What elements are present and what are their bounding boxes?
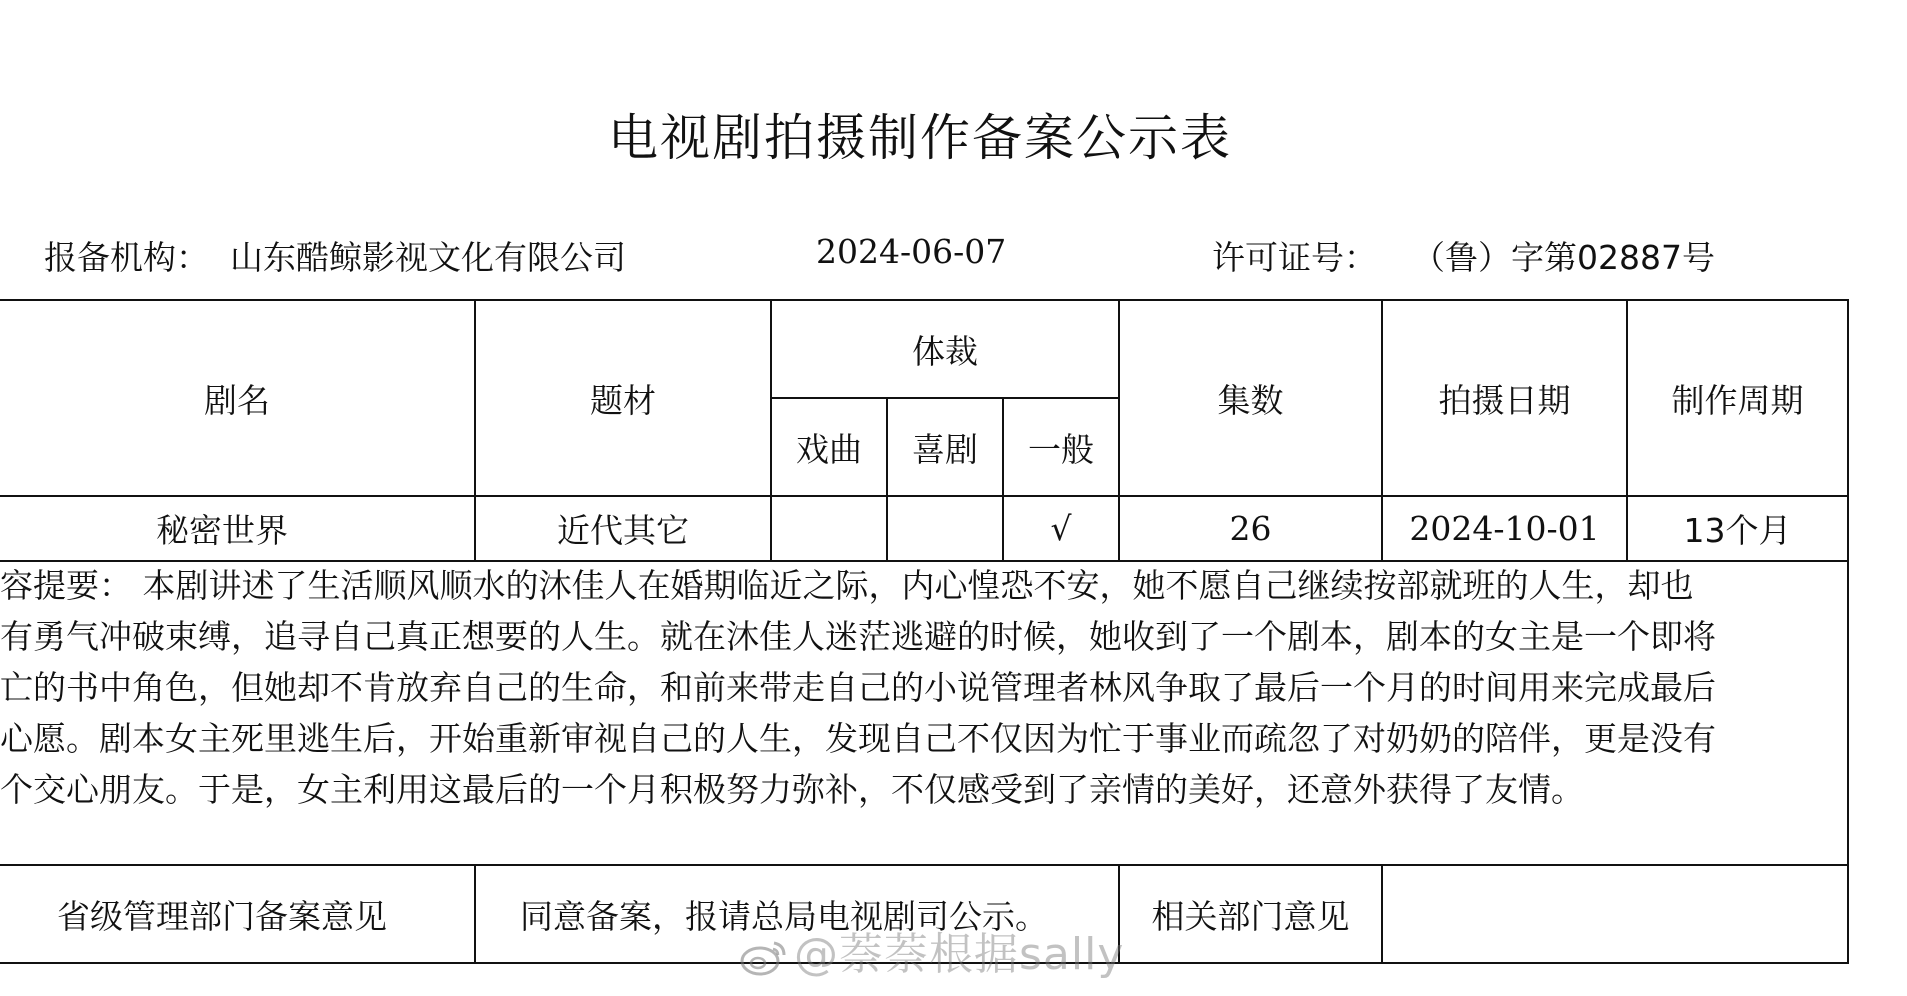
synopsis-line: 容提要： 本剧讲述了生活顺风顺水的沐佳人在婚期临近之际，内心惶恐不安，她不愿自己继续按部就班的人生，却也	[0, 566, 1694, 605]
header-episodes: 集数	[1217, 380, 1284, 420]
genre-opera-value	[772, 497, 886, 560]
header-cycle: 制作周期	[1671, 380, 1804, 420]
episodes-value: 26	[1229, 509, 1272, 548]
table-border-right	[1847, 299, 1849, 964]
license-label: 许可证号：	[1212, 238, 1377, 277]
header-genre-comedy: 喜剧	[912, 429, 978, 469]
provincial-opinion-label: 省级管理部门备案意见	[57, 896, 387, 936]
dept-opinion-label: 相关部门意见	[1151, 896, 1350, 936]
filing-date: 2024-06-07	[816, 232, 1007, 271]
header-genre-opera: 戏曲	[796, 429, 862, 469]
header-genre: 体裁	[912, 331, 978, 371]
provincial-opinion-value: 同意备案，报请总局电视剧司公示。	[520, 896, 1048, 936]
genre-general-check: √	[1050, 509, 1072, 548]
synopsis-line: 心愿。剧本女主死里逃生后，开始重新审视自己的人生，发现自己不仅因为忙于事业而疏忽了对奶奶的陪伴，更是没有	[0, 719, 1716, 758]
dept-opinion-value	[1383, 866, 1847, 962]
synopsis-text	[0, 560, 1846, 815]
header-shoot-date: 拍摄日期	[1438, 380, 1571, 420]
header-name: 剧名	[204, 380, 270, 420]
genre-comedy-value	[888, 497, 1002, 560]
org-label: 报备机构：	[44, 238, 209, 277]
drama-theme: 近代其它	[557, 511, 689, 550]
synopsis-line: 有勇气冲破束缚，追寻自己真正想要的人生。就在沐佳人迷茫逃避的时候，她收到了一个剧本，剧本的女主是一个即将	[0, 617, 1716, 656]
license-value: （鲁）字第02887号	[1412, 238, 1715, 277]
header-genre-general: 一般	[1028, 429, 1094, 469]
org-value: 山东酷鲸影视文化有限公司	[230, 238, 626, 277]
header-theme: 题材	[590, 380, 656, 420]
synopsis-line: 个交心朋友。于是，女主利用这最后的一个月积极努力弥补，不仅感受到了亲情的美好，还意外获得了友情。	[0, 770, 1584, 809]
watermark-text: @萘萘根据sally	[794, 929, 1125, 980]
synopsis-line: 亡的书中角色，但她却不肯放弃自己的生命，和前来带走自己的小说管理者林风争取了最后一个月的时间用来完成最后	[0, 668, 1716, 707]
cycle-value: 13个月	[1683, 511, 1792, 550]
shoot-date-value: 2024-10-01	[1409, 509, 1600, 548]
weibo-logo-icon	[740, 937, 788, 977]
drama-name: 秘密世界	[156, 511, 288, 550]
page-title: 电视剧拍摄制作备案公示表	[608, 109, 1232, 167]
watermark	[740, 918, 1124, 982]
